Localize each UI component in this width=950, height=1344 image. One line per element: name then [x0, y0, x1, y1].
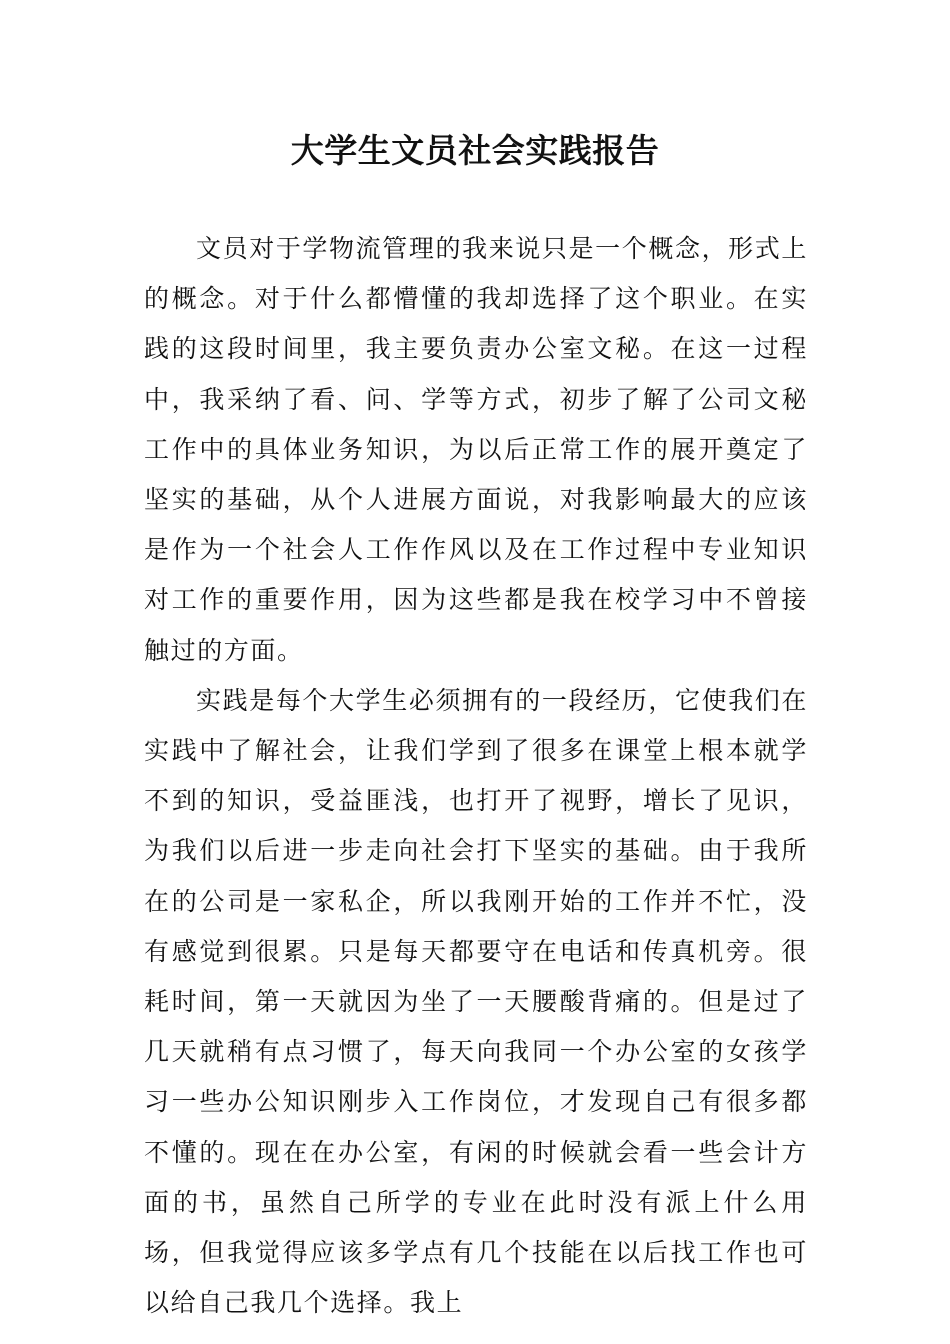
- document-title: 大学生文员社会实践报告: [290, 131, 660, 170]
- document-body: [144, 224, 808, 1328]
- paragraph-1: 文员对于学物流管理的我来说只是一个概念，形式上的概念。对于什么都懵懂的我却选择了这个职业。在实践的这段时间里，我主要负责办公室文秘。在这一过程中，我采纳了看、问、学等方式，初步了解了公司文秘工作中的具体业务知识，为以后正常工作的展开奠定了坚实的基础，从个人进展方面说，对我影响最大的应该是作为一个社会人工作作风以及在工作过程中专业知识对工作的重要作用，因为这些都是我在校学习中不曾接触过的方面。: [144, 234, 808, 665]
- paragraph-2: 实践是每个大学生必须拥有的一段经历，它使我们在实践中了解社会，让我们学到了很多在课堂上根本就学不到的知识，受益匪浅，也打开了视野，增长了见识，为我们以后进一步走向社会打下坚实的基础。由于我所在的公司是一家私企，所以我刚开始的工作并不忙，没有感觉到很累。只是每天都要守在电话和传真机旁。很耗时间，第一天就因为坐了一天腰酸背痛的。但是过了几天就稍有点习惯了，每天向我同一个办公室的女孩学习一些办公知识刚步入工作岗位，才发现自己有很多都不懂的。现在在办公室，有闲的时候就会看一些会计方面的书，虽然自己所学的专业在此时没有派上什么用场，但我觉得应该多学点有几个技能在以后找工作也可以给自己我几个选择。我上: [144, 685, 808, 1318]
